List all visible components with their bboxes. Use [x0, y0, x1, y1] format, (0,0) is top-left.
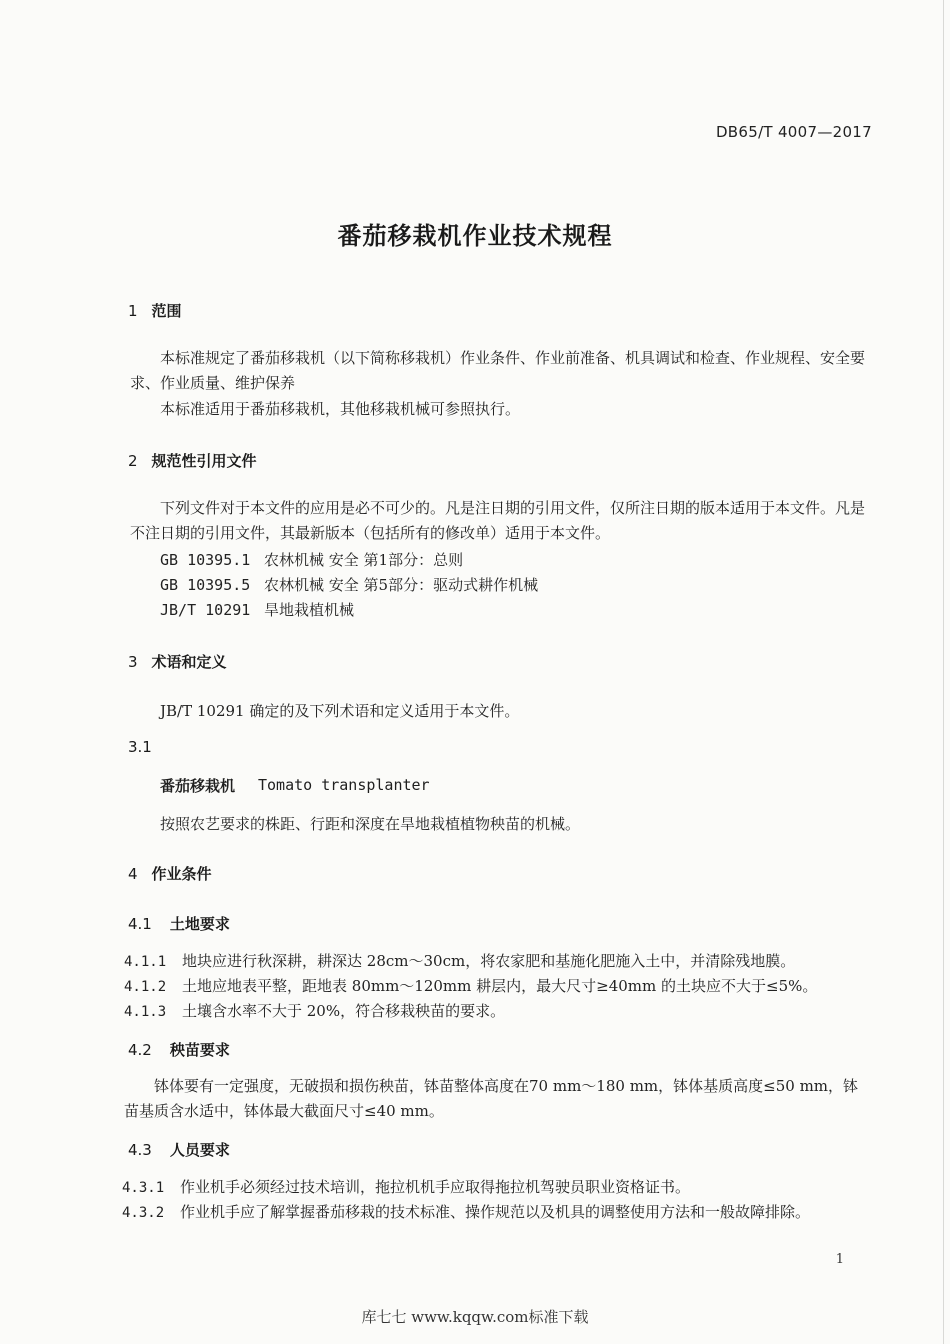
section-3-paragraph-1: JB/T 10291 确定的及下列术语和定义适用于本文件。: [160, 702, 520, 720]
section-2-heading: [128, 450, 257, 471]
clause-text: 作业机手必须经过技术培训，拖拉机机手应取得拖拉机驾驶员职业资格证书。: [180, 1178, 691, 1196]
document-code: DB65/T 4007—2017: [715, 123, 872, 141]
section-title: 人员要求: [169, 1141, 230, 1159]
section-title: 术语和定义: [151, 653, 227, 671]
clause-number: 4.1.3: [124, 1004, 167, 1020]
section-2-paragraph-1: 下列文件对于本文件的应用是必不可少的。凡是注日期的引用文件，仅所注日期的版本适用于本文件。凡是不注日期的引用文件，其最新版本（包括所有的修改单）适用于本文件。: [130, 499, 866, 542]
reference-item: [160, 549, 463, 570]
section-number: 3: [128, 653, 138, 671]
reference-name: 农林机械 安全 第5部分：驱动式耕作机械: [264, 576, 539, 594]
section-4-heading: [128, 863, 212, 884]
section-4-1-heading: [128, 913, 230, 934]
section-title: 土地要求: [169, 915, 230, 933]
reference-item: [160, 599, 354, 620]
term-english: Tomato transplanter: [258, 776, 430, 794]
section-number: 4.1: [128, 915, 152, 933]
section-number: 4: [128, 865, 138, 883]
clause-3-1-number: 3.1: [128, 738, 152, 756]
reference-code: GB 10395.5: [160, 576, 251, 594]
reference-name: 农林机械 安全 第1部分：总则: [264, 551, 464, 569]
page-number: 1: [835, 1252, 844, 1267]
clause-number: 4.1.1: [124, 954, 167, 970]
clause-text: 地块应进行秋深耕，耕深达 28cm～30cm，将农家肥和基施化肥施入土中，并清除残地膜。: [182, 952, 796, 970]
clause-text: 土壤含水率不大于 20%，符合移栽秧苗的要求。: [182, 1002, 506, 1020]
section-1-paragraph-2: 本标准适用于番茄移栽机，其他移栽机械可参照执行。: [160, 400, 521, 418]
section-title: 范围: [151, 302, 182, 320]
clause-item: [122, 1176, 690, 1197]
reference-name: 旱地栽植机械: [264, 601, 355, 619]
clause-number: 4.3.1: [122, 1180, 165, 1196]
section-number: 1: [128, 302, 138, 320]
clause-number: 4.3.2: [122, 1205, 165, 1221]
term-definition: 按照农艺要求的株距、行距和深度在旱地栽植植物秧苗的机械。: [160, 815, 581, 833]
section-number: 4.2: [128, 1041, 152, 1059]
page-title: 番茄移栽机作业技术规程: [337, 222, 613, 250]
scan-edge-line: [943, 0, 944, 1344]
section-title: 作业条件: [151, 865, 212, 883]
footer-watermark: 库七七 www.kqqw.com标准下载: [361, 1308, 589, 1326]
section-4-2-paragraph: 钵体要有一定强度，无破损和损伤秧苗，钵苗整体高度在70 mm～180 mm，钵体基质高度≤50 mm，钵苗基质含水适中，钵体最大截面尺寸≤40 mm。: [124, 1077, 859, 1120]
section-1-heading: [128, 300, 182, 321]
reference-item: [160, 574, 538, 595]
section-number: 4.3: [128, 1141, 152, 1159]
clause-text: 土地应地表平整，距地表 80mm～120mm 耕层内，最大尺寸≥40mm 的土块应不大于≤5%。: [182, 977, 818, 995]
section-3-heading: [128, 651, 227, 672]
clause-item: [124, 1000, 505, 1021]
reference-code: JB/T 10291: [160, 601, 251, 619]
section-number: 2: [128, 452, 138, 470]
term-chinese: 番茄移栽机: [160, 777, 236, 795]
clause-text: 作业机手应了解掌握番茄移栽的技术标准、操作规范以及机具的调整使用方法和一般故障排除。: [180, 1203, 811, 1221]
section-title: 规范性引用文件: [151, 452, 257, 470]
section-4-3-heading: [128, 1139, 230, 1160]
section-4-2-heading: [128, 1039, 230, 1060]
clause-item: [122, 1201, 810, 1222]
clause-item: [124, 950, 795, 971]
section-title: 秧苗要求: [169, 1041, 230, 1059]
clause-number: 4.1.2: [124, 979, 167, 995]
section-1-paragraph-1: 本标准规定了番茄移栽机（以下简称移栽机）作业条件、作业前准备、机具调试和检查、作业规程、安全要求、作业质量、维护保养: [130, 349, 866, 392]
reference-code: GB 10395.1: [160, 551, 251, 569]
clause-item: [124, 975, 817, 996]
